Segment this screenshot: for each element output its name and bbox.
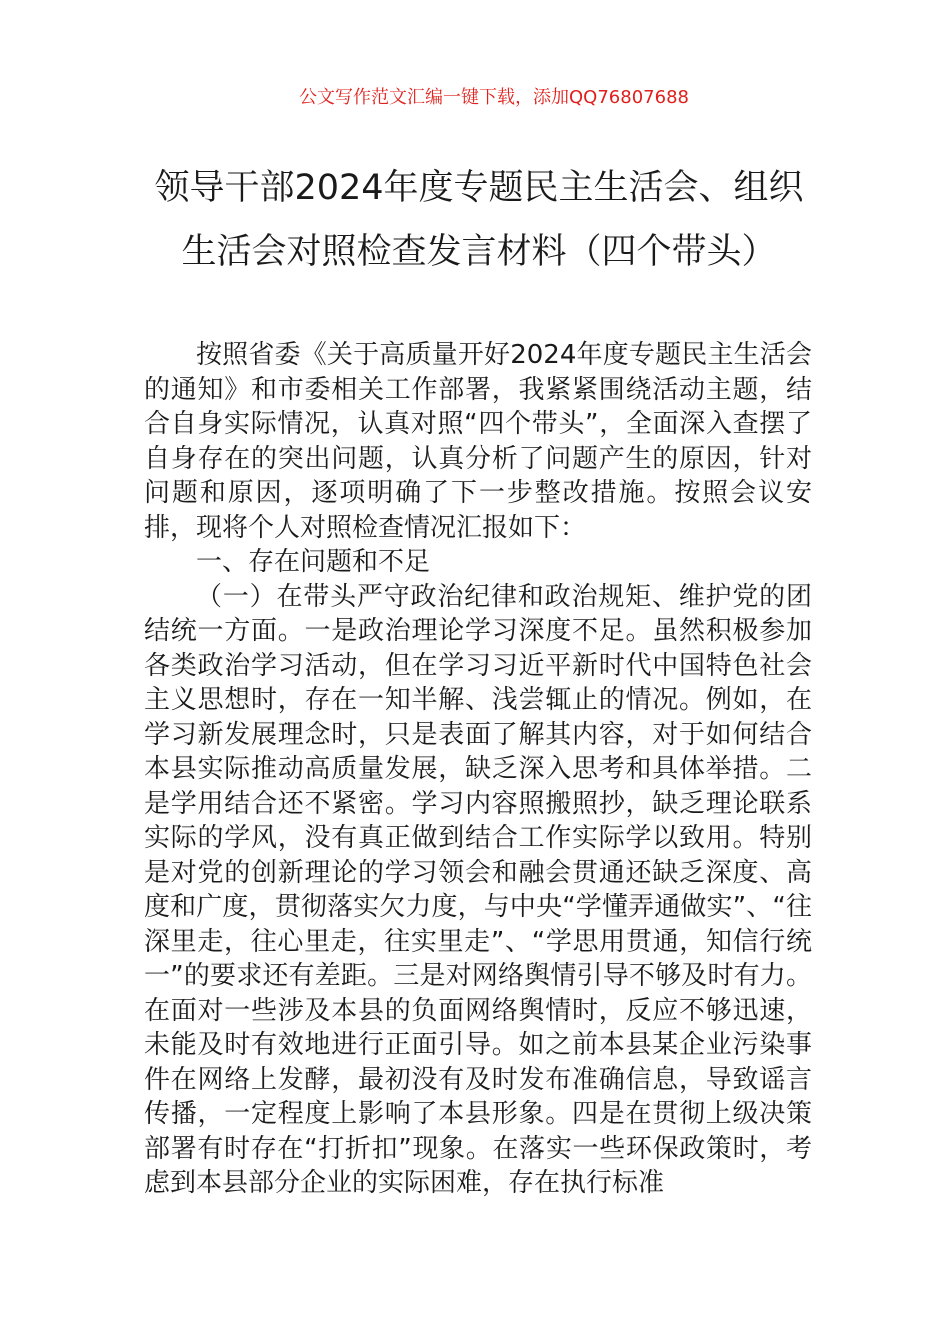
intro-paragraph: 按照省委《关于高质量开好2024年度专题民主生活会的通知》和市委相关工作部署，我紧紧围绕活动主题，结合自身实际情况，认真对照“四个带头”，全面深入查摆了自身存在的突出问题，认真分析了问题产生的原因，针对问题和原因，逐项明确了下一步整改措施。按照会议安排，现将个人对照检查情况汇报如下： xyxy=(144,340,812,543)
section-heading: 一、存在问题和不足 xyxy=(196,547,431,577)
document-title xyxy=(144,156,814,284)
title-line-2: 生活会对照检查发言材料（四个带头） xyxy=(181,232,777,272)
document-body xyxy=(144,338,812,1201)
download-banner[interactable]: 公文写作范文汇编一键下载，添加QQ76807688 xyxy=(299,87,689,108)
title-line-1: 领导干部2024年度专题民主生活会、组织 xyxy=(154,168,804,208)
body-paragraph: （一）在带头严守政治纪律和政治规矩、维护党的团结统一方面。一是政治理论学习深度不足。虽然积极参加各类政治学习活动，但在学习习近平新时代中国特色社会主义思想时，存在一知半解、浅尝辄止的情况。例如，在学习新发展理念时，只是表面了解其内容，对于如何结合本县实际推动高质量发展，缺乏深入思考和具体举措。二是学用结合还不紧密。学习内容照搬照抄，缺乏理论联系实际的学风，没有真正做到结合工作实际学以致用。特别是对党的创新理论的学习领会和融会贯通还缺乏深度、高度和广度，贯彻落实欠力度，与中央“学懂弄通做实”、“往深里走，往心里走，往实里走”、“学思用贯通，知信行统一”的要求还有差距。三是对网络舆情引导不够及时有力。在面对一些涉及本县的负面网络舆情时，反应不够迅速，未能及时有效地进行正面引导。如之前本县某企业污染事件在网络上发酵，最初没有及时发布准确信息，导致谣言传播，一定程度上影响了本县形象。四是在贯彻上级决策部署有时存在“打折扣”现象。在落实一些环保政策时，考虑到本县部分企业的实际困难，存在执行标准 xyxy=(144,581,812,1198)
